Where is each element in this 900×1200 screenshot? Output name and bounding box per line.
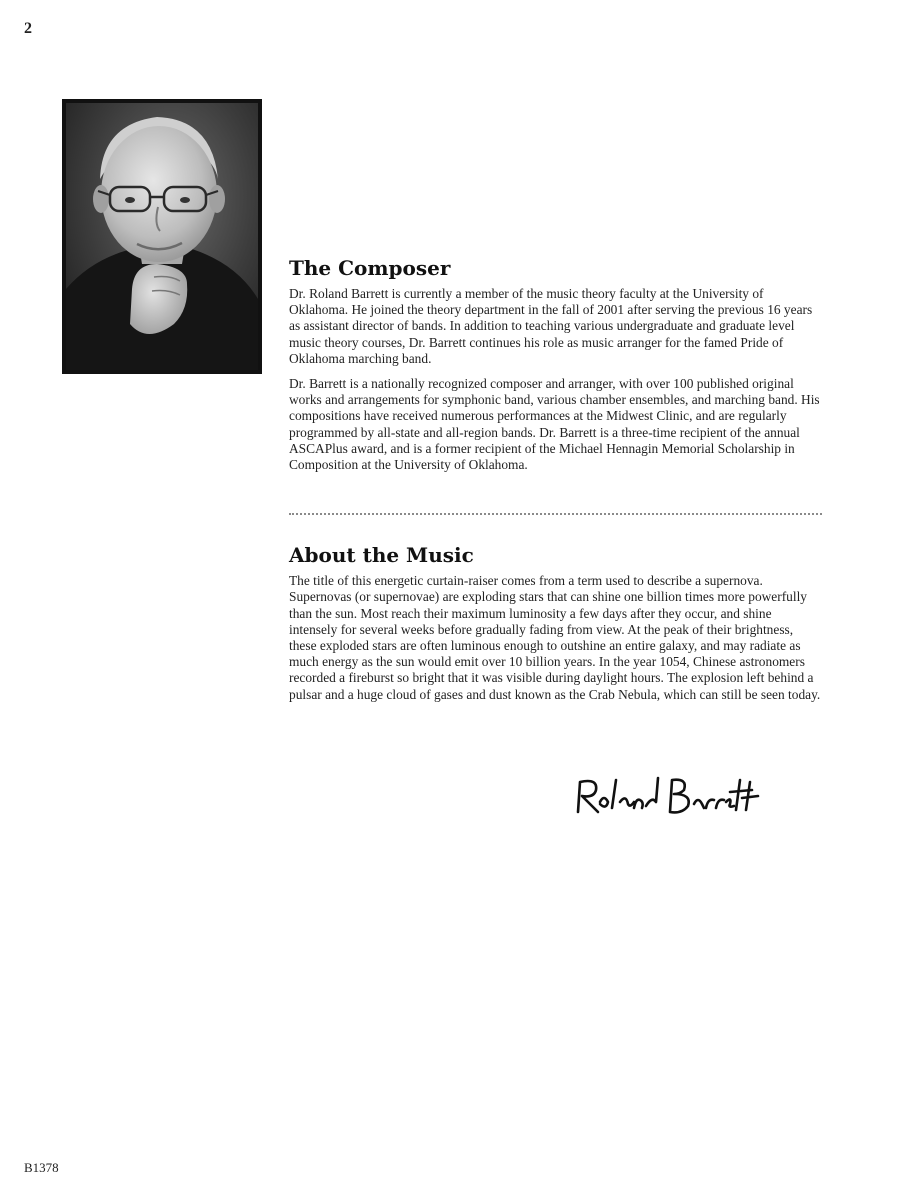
music-paragraph-1: The title of this energetic curtain-raiser comes from a term used to describe a supernova. Supernovas (or supernovae) are exploding stars that can shine one billion times more powerfully than the sun. Most reach their maximum luminosity a few days after they occur, and shine intensely for several weeks before gradually fading from view. At the peak of their brightness, these exploded stars are often luminous enough to outshine an entire galaxy, and may radiate as much energy as the sun would emit over 10 billion years. In the year 1054, Chinese astronomers recorded a fireburst so bright that it was visible during daylight hours. The explosion left behind a pulsar and a huge cloud of gases and dust known as the Crab Nebula, which can still be seen today. <box>289 573 821 702</box>
catalog-number: B1378 <box>24 1160 59 1175</box>
composer-paragraph-2: Dr. Barrett is a nationally recognized composer and arranger, with over 100 published original works and arrangements for symphonic band, various chamber ensembles, and marching band. His compositions have received numerous performances at the Midwest Clinic, and are regularly programmed by all-state and all-region bands. Dr. Barrett is a three-time recipient of the annual ASCAPlus award, and is a former recipient of the Michael Hennagin Memorial Scholarship in Composition at the University of Oklahoma. <box>289 376 820 473</box>
section-divider <box>289 513 822 515</box>
music-heading: About the Music <box>289 543 474 568</box>
page-number: 2 <box>24 20 32 37</box>
composer-photo <box>62 99 262 374</box>
composer-paragraph-1: Dr. Roland Barrett is currently a member of the music theory faculty at the University of Oklahoma. He joined the theory department in the fall of 2001 after serving the previous 16 years as assistant director of bands. In addition to teaching various undergraduate and graduate level music theory courses, Dr. Barrett continues his role as music arranger for the famed Pride of Oklahoma marching band. <box>289 286 813 366</box>
signature <box>570 772 760 820</box>
content-column <box>289 256 822 712</box>
composer-heading: The Composer <box>289 256 451 280</box>
